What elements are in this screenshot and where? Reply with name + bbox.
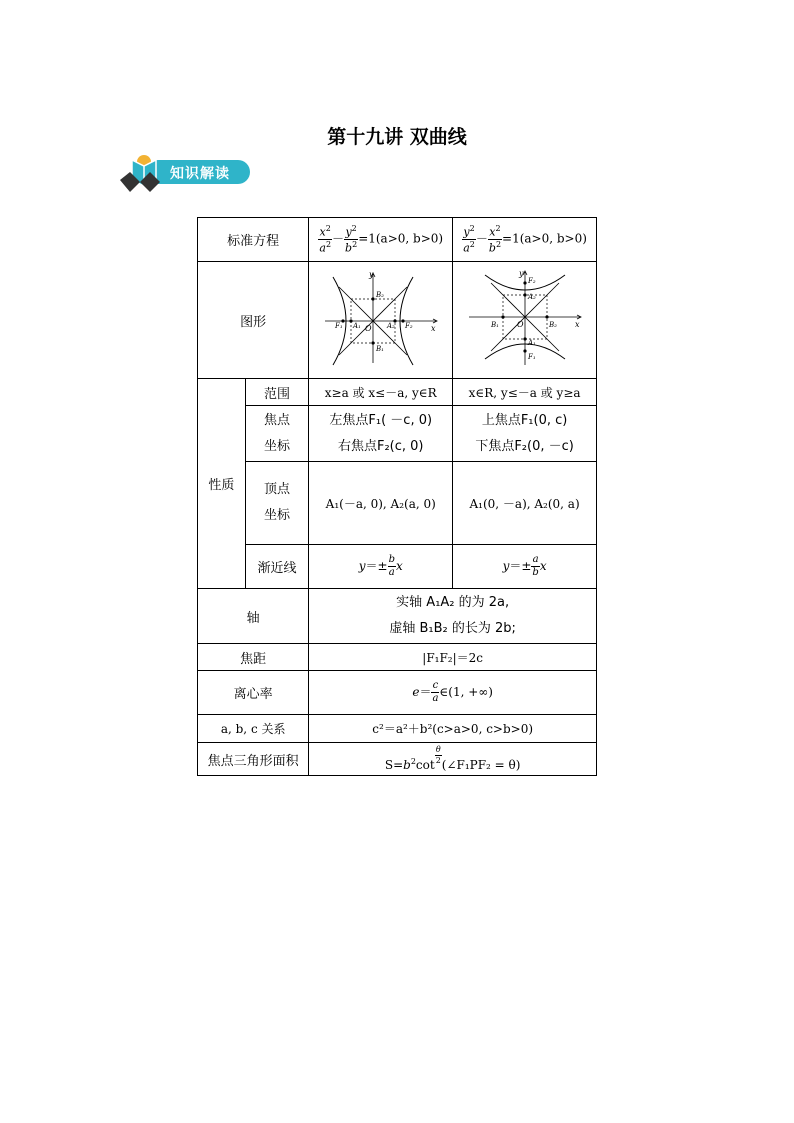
vertex-label — [245, 462, 309, 545]
y2-over-a2: $\frac{y^2}{a^2}$ — [463, 224, 475, 255]
y2-over-b2: $\frac{y^2}{b^2}$ — [345, 224, 358, 255]
row-figure — [198, 262, 597, 379]
x2-over-a2: $\frac{x^2}{a^2}$ — [319, 224, 332, 255]
focus-vertical — [453, 406, 597, 462]
eq1-tail: =1(a>0, b>0) — [358, 232, 444, 246]
area-label: 焦点三角形面积 — [198, 743, 309, 776]
hyperbola-table — [197, 217, 597, 776]
std-eq-vertical: $\frac{y^2}{a^2}$ － $\frac{x^2}{b^2}$ =1(a>0, b>0) — [453, 218, 597, 262]
vertical-hyperbola-figure — [465, 269, 585, 367]
area-condition: (∠F₁PF₂ = θ) — [441, 758, 521, 772]
asymptote-label: 渐近线 — [245, 545, 309, 589]
focus-label — [245, 406, 309, 462]
svg-text:y: y — [518, 269, 524, 278]
svg-text:O: O — [516, 320, 524, 329]
svg-text:y: y — [368, 270, 374, 279]
svg-text:A₁: A₁ — [527, 339, 536, 347]
right-focus: 右焦点F₂(c, 0) — [337, 438, 424, 454]
range-horizontal: x≥a 或 x≤－a, y∈R — [309, 379, 453, 406]
abc-label: a, b, c 关系 — [198, 715, 309, 743]
row-range — [198, 379, 597, 406]
row-standard-equation — [198, 218, 597, 262]
row-triangle-area — [198, 743, 597, 776]
svg-text:F₂: F₂ — [404, 322, 413, 330]
svg-text:B₂: B₂ — [375, 291, 384, 299]
focus-horizontal — [309, 406, 453, 462]
range-vertical: x∈R, y≤－a 或 y≥a — [453, 379, 597, 406]
svg-text:F₁: F₁ — [334, 322, 343, 330]
asymptote-horizontal: y＝± $\frac{b}{a}$ x — [309, 545, 453, 589]
svg-text:A₂: A₂ — [527, 293, 536, 301]
row-asymptote — [198, 545, 597, 589]
focus-label-line1: 焦点 — [264, 412, 291, 428]
imaginary-axis: 虚轴 B₁B₂ 的长为 2b; — [389, 621, 516, 636]
svg-text:F₁: F₁ — [527, 353, 536, 361]
svg-text:x: x — [430, 324, 436, 333]
theta-over-2: $\frac{\theta}{2}$ — [435, 745, 441, 765]
std-eq-label: 标准方程 — [198, 218, 309, 262]
figure-horizontal-cell — [309, 262, 453, 379]
area-value: $S=b^2\cot$ $\frac{\theta}{2}$ (∠F₁PF₂ = θ) — [309, 743, 597, 776]
focus-label-line2: 坐标 — [264, 438, 291, 454]
focal-value: |F₁F₂|＝2c — [309, 644, 597, 671]
c-over-a: $\frac{c}{a}$ — [432, 680, 439, 704]
figure-vertical-cell — [453, 262, 597, 379]
std-eq-horizontal: $\frac{x^2}{a^2}$ － $\frac{y^2}{b^2}$ =1(a>0, b>0) — [309, 218, 453, 262]
lower-focus: 下焦点F₂(0, －c) — [475, 438, 574, 454]
left-focus: 左焦点F₁( －c, 0) — [329, 412, 433, 428]
ecc-tail: ∈(1, +∞) — [439, 685, 493, 699]
svg-text:x: x — [574, 320, 580, 329]
axis-value — [309, 589, 597, 644]
b-over-a: $\frac{b}{a}$ — [388, 554, 395, 578]
axis-label: 轴 — [198, 589, 309, 644]
row-focal-distance — [198, 644, 597, 671]
ecc-value: e＝ $\frac{c}{a}$ ∈(1, +∞) — [309, 671, 597, 715]
row-eccentricity — [198, 671, 597, 715]
svg-text:F₂: F₂ — [527, 277, 536, 285]
book-icon — [116, 150, 176, 194]
range-label: 范围 — [245, 379, 309, 406]
horizontal-hyperbola-figure — [321, 269, 441, 367]
svg-text:B₂: B₂ — [548, 321, 557, 329]
row-vertex — [198, 462, 597, 545]
abc-value: c²＝a²＋b²(c>a>0, c>b>0) — [309, 715, 597, 743]
row-abc — [198, 715, 597, 743]
svg-text:O: O — [364, 324, 372, 333]
vertex-horizontal: A₁(－a, 0), A₂(a, 0) — [309, 462, 453, 545]
svg-text:B₁: B₁ — [375, 345, 384, 353]
section-badge — [116, 150, 256, 194]
ecc-label: 离心率 — [198, 671, 309, 715]
properties-label: 性质 — [198, 379, 246, 589]
upper-focus: 上焦点F₁(0, c) — [481, 412, 568, 428]
figure-label: 图形 — [198, 262, 309, 379]
vertex-label-line2: 坐标 — [264, 508, 291, 523]
badge-label: 知识解读 — [170, 166, 230, 182]
page-title: 第十九讲 双曲线 — [327, 126, 467, 148]
svg-text:A₁: A₁ — [352, 322, 361, 330]
asymptote-vertical: y＝± $\frac{a}{b}$ x — [453, 545, 597, 589]
x2-over-b2: $\frac{x^2}{b^2}$ — [488, 224, 502, 255]
real-axis: 实轴 A₁A₂ 的为 2a, — [396, 595, 510, 610]
vertex-vertical: A₁(0, －a), A₂(0, a) — [453, 462, 597, 545]
vertex-label-line1: 顶点 — [264, 482, 291, 497]
a-over-b: $\frac{a}{b}$ — [532, 554, 539, 578]
focal-label: 焦距 — [198, 644, 309, 671]
row-focus — [198, 406, 597, 462]
eq2-tail: =1(a>0, b>0) — [502, 232, 587, 246]
svg-text:B₁: B₁ — [490, 321, 499, 329]
svg-text:A₂: A₂ — [386, 322, 395, 330]
row-axis — [198, 589, 597, 644]
